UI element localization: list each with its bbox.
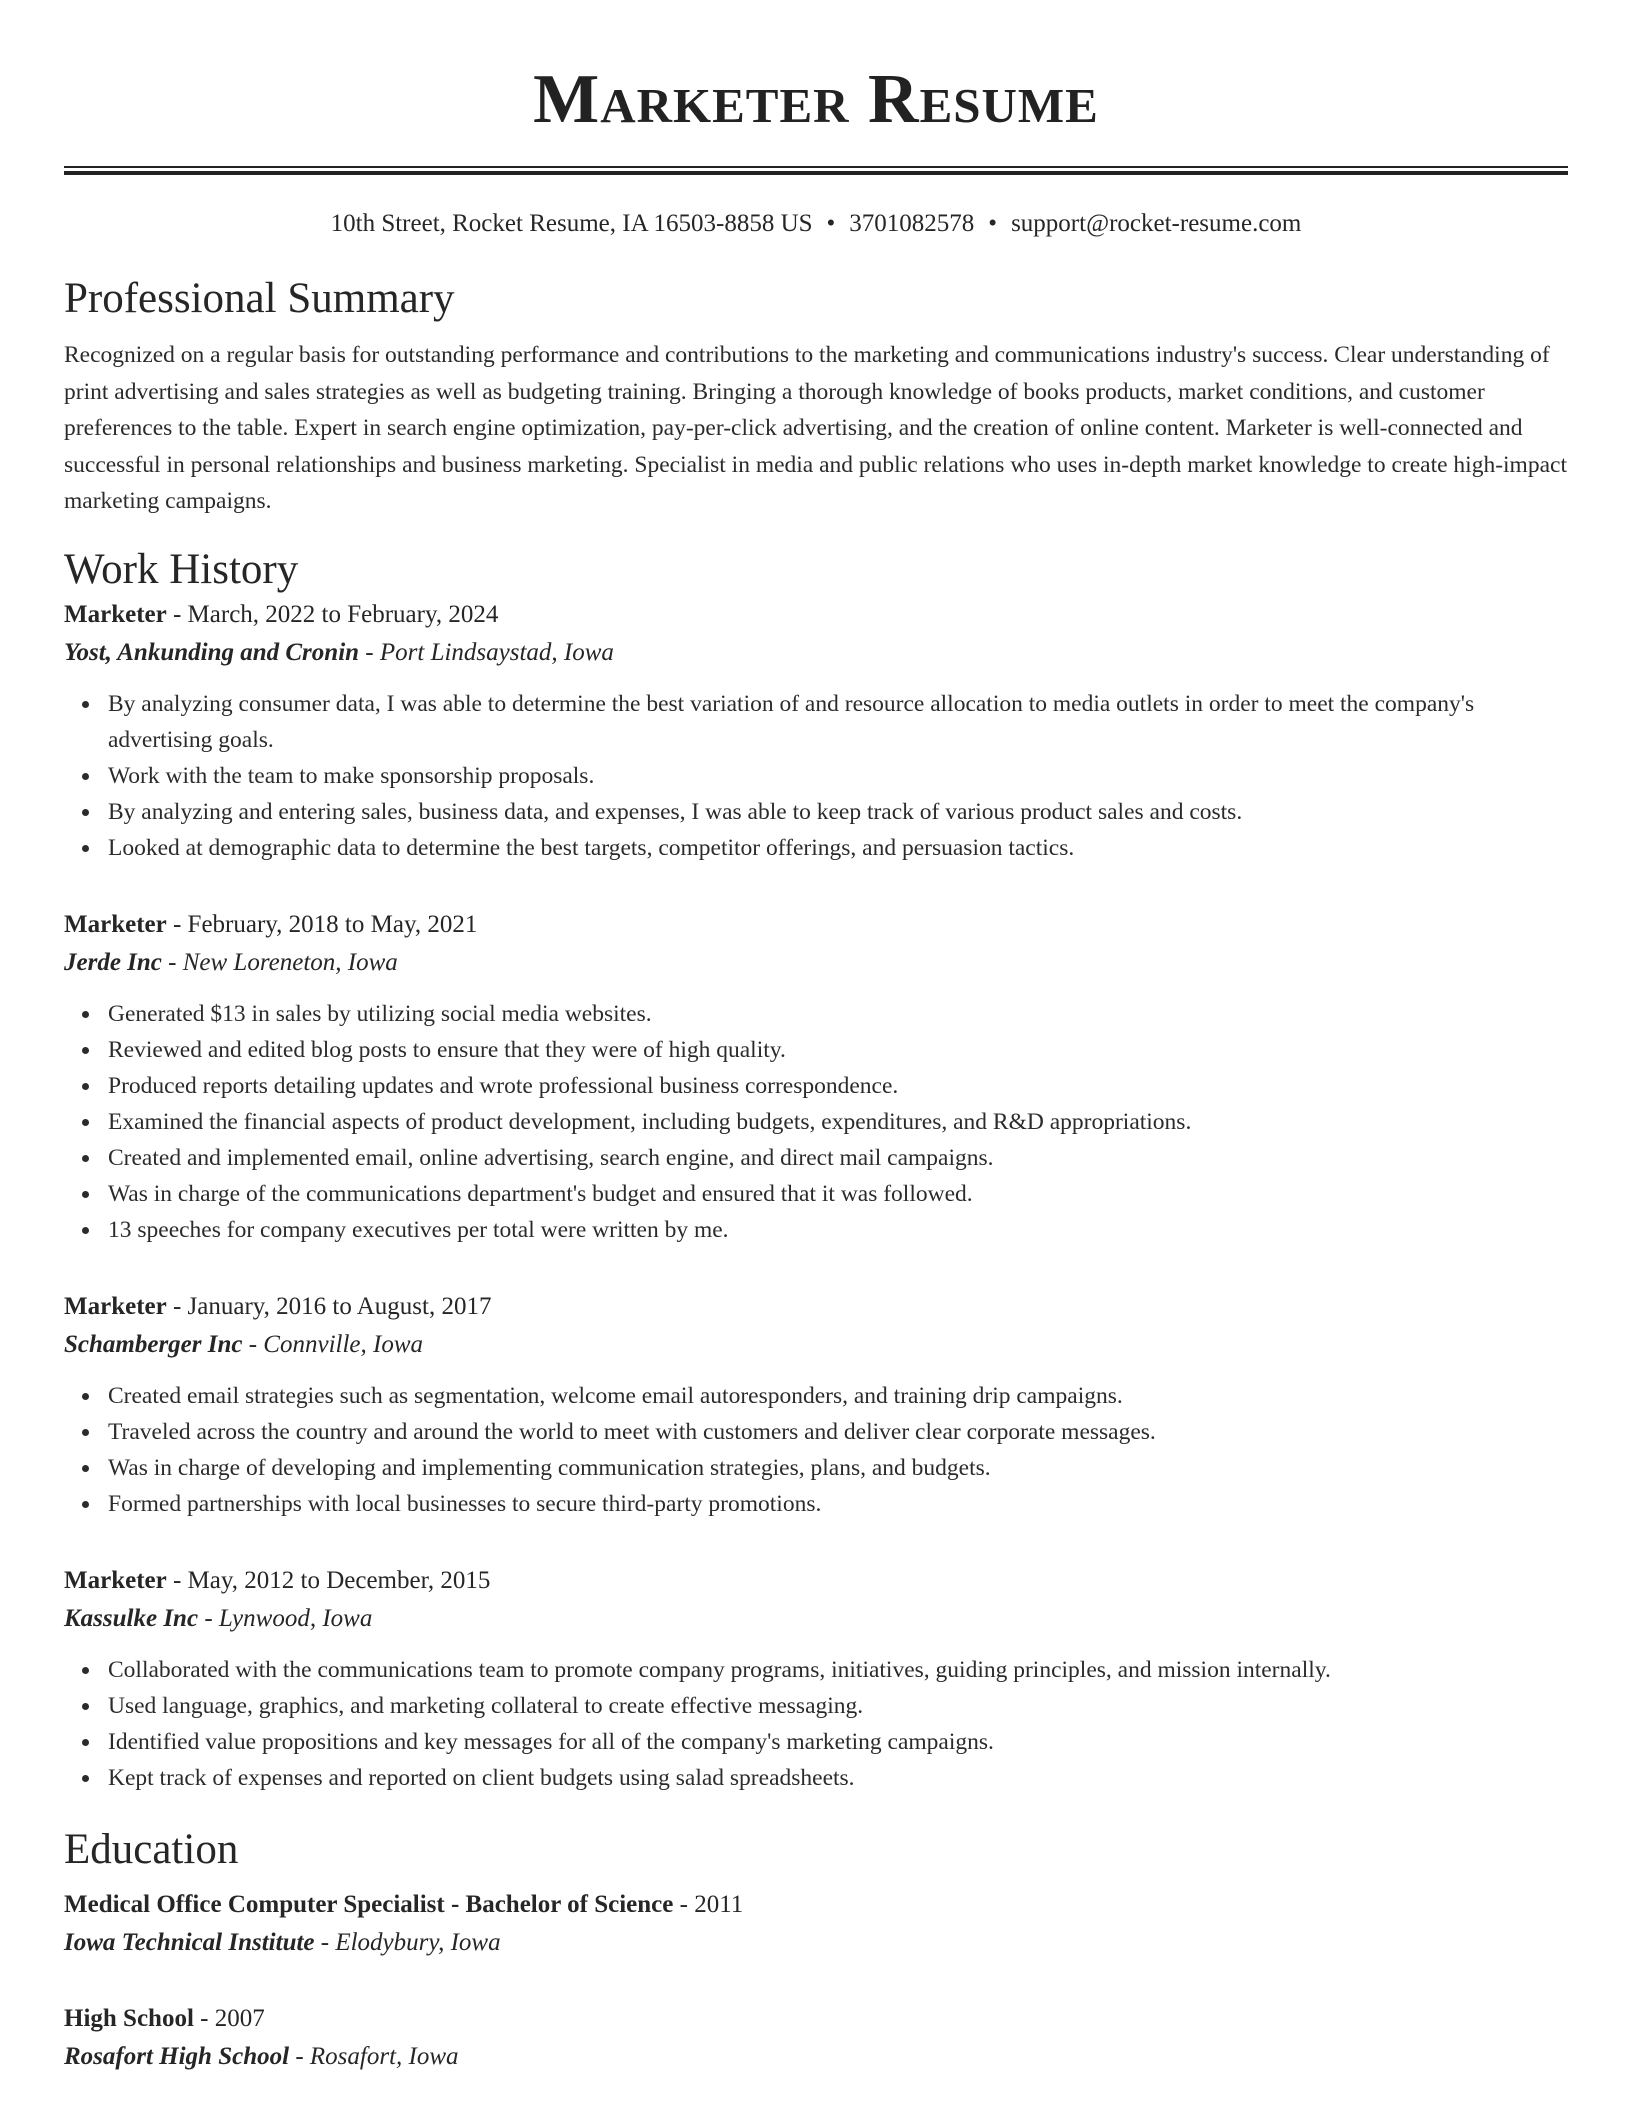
education-degree-line <box>64 1886 1568 1924</box>
education-location: - Elodybury, Iowa <box>314 1928 501 1956</box>
job-company-line <box>64 634 1568 672</box>
job-title-line <box>64 906 1568 944</box>
summary-text: Recognized on a regular basis for outstanding performance and contributions to the marketing and communications industry's success. Clear understanding of print advertising and sales strategies as well as budgeting training. Bringing a thorough knowledge of books products, market conditions, and customer preferences to the table. Expert in search engine optimization, pay-per-click advertising, and the creation of online content. Marketer is well-connected and successful in personal relationships and business marketing. Specialist in media and public relations who uses in-depth market knowledge to create high-impact marketing campaigns. <box>64 342 1567 514</box>
job-location: - New Loreneton, Iowa <box>161 948 398 976</box>
job-title: Marketer <box>64 1292 167 1320</box>
education-school-line <box>64 1924 1568 1962</box>
job-title-line <box>64 596 1568 634</box>
job-bullets <box>64 686 1568 866</box>
list-item: Used language, graphics, and marketing collateral to create effective messaging. <box>108 1688 1568 1724</box>
list-item: Created and implemented email, online advertising, search engine, and direct mail campaigns. <box>108 1140 1568 1176</box>
contact-address: 10th Street, Rocket Resume, IA 16503-8858 US <box>330 210 813 237</box>
job-title: Marketer <box>64 600 167 628</box>
job-company-line <box>64 944 1568 982</box>
job-location: - Connville, Iowa <box>242 1330 424 1358</box>
education-school: Iowa Technical Institute <box>64 1928 315 1956</box>
list-item: Looked at demographic data to determine the best targets, competitor offerings, and persuasion tactics. <box>108 830 1568 866</box>
education-school: Rosafort High School <box>64 2042 290 2070</box>
education-location: - Rosafort, Iowa <box>289 2042 459 2070</box>
list-item: 13 speeches for company executives per total were written by me. <box>108 1212 1568 1248</box>
list-item: Traveled across the country and around the world to meet with customers and deliver clear corporate messages. <box>108 1414 1568 1450</box>
job-company-line <box>64 1600 1568 1638</box>
job-dates: - March, 2022 to February, 2024 <box>166 600 499 628</box>
contact-separator: • <box>826 210 836 237</box>
job-entry <box>64 1562 1568 1796</box>
job-bullets <box>64 1378 1568 1522</box>
list-item: Examined the financial aspects of product development, including budgets, expenditures, and R&D appropriations. <box>108 1104 1568 1140</box>
job-title: Marketer <box>64 1566 167 1594</box>
job-title-line <box>64 1288 1568 1326</box>
job-company: Jerde Inc <box>64 948 162 976</box>
education-heading: Education <box>64 1825 239 1873</box>
list-item: Generated $13 in sales by utilizing social media websites. <box>108 996 1568 1032</box>
education-entry <box>64 2000 1568 2076</box>
list-item: Was in charge of developing and implementing communication strategies, plans, and budgets. <box>108 1450 1568 1486</box>
list-item: Reviewed and edited blog posts to ensure that they were of high quality. <box>108 1032 1568 1068</box>
job-entry <box>64 1288 1568 1522</box>
list-item: By analyzing consumer data, I was able to determine the best variation of and resource allocation to media outlets in order to meet the company's advertising goals. <box>108 686 1568 758</box>
job-dates: - February, 2018 to May, 2021 <box>166 910 478 938</box>
education-entry <box>64 1886 1568 1962</box>
list-item: By analyzing and entering sales, business data, and expenses, I was able to keep track of various product sales and costs. <box>108 794 1568 830</box>
summary-heading: Professional Summary <box>64 275 455 322</box>
job-company: Yost, Ankunding and Cronin <box>64 638 360 666</box>
list-item: Created email strategies such as segmentation, welcome email autoresponders, and training drip campaigns. <box>108 1378 1568 1414</box>
list-item: Kept track of expenses and reported on client budgets using salad spreadsheets. <box>108 1760 1568 1796</box>
job-company: Kassulke Inc <box>64 1604 199 1632</box>
education-degree-line <box>64 2000 1568 2038</box>
job-company: Schamberger Inc <box>64 1330 243 1358</box>
job-company-line <box>64 1326 1568 1364</box>
list-item: Produced reports detailing updates and wrote professional business correspondence. <box>108 1068 1568 1104</box>
contact-line <box>64 209 1568 239</box>
education-school-line <box>64 2038 1568 2076</box>
job-location: - Port Lindsaystad, Iowa <box>359 638 614 666</box>
job-dates: - January, 2016 to August, 2017 <box>166 1292 492 1320</box>
contact-separator: • <box>988 210 998 237</box>
contact-email: support@rocket-resume.com <box>1011 210 1302 237</box>
job-title: Marketer <box>64 910 167 938</box>
list-item: Collaborated with the communications team to promote company programs, initiatives, guiding principles, and mission internally. <box>108 1652 1568 1688</box>
list-item: Was in charge of the communications department's budget and ensured that it was followed. <box>108 1176 1568 1212</box>
education-degree: Medical Office Computer Specialist - Bachelor of Science <box>64 1890 674 1918</box>
job-location: - Lynwood, Iowa <box>198 1604 373 1632</box>
list-item: Identified value propositions and key messages for all of the company's marketing campaigns. <box>108 1724 1568 1760</box>
education-year: - 2011 <box>673 1890 744 1918</box>
education-year: - 2007 <box>193 2004 265 2032</box>
job-entry <box>64 596 1568 866</box>
job-bullets <box>64 996 1568 1248</box>
job-entry <box>64 906 1568 1248</box>
work-history-heading: Work History <box>64 545 299 593</box>
education-degree: High School <box>64 2004 194 2032</box>
job-dates: - May, 2012 to December, 2015 <box>166 1566 491 1594</box>
list-item: Work with the team to make sponsorship proposals. <box>108 758 1568 794</box>
contact-phone: 3701082578 <box>849 210 975 237</box>
list-item: Formed partnerships with local businesses to secure third-party promotions. <box>108 1486 1568 1522</box>
resume-title: Marketer Resume <box>533 61 1099 138</box>
job-title-line <box>64 1562 1568 1600</box>
job-bullets <box>64 1652 1568 1796</box>
title-divider <box>64 166 1568 175</box>
